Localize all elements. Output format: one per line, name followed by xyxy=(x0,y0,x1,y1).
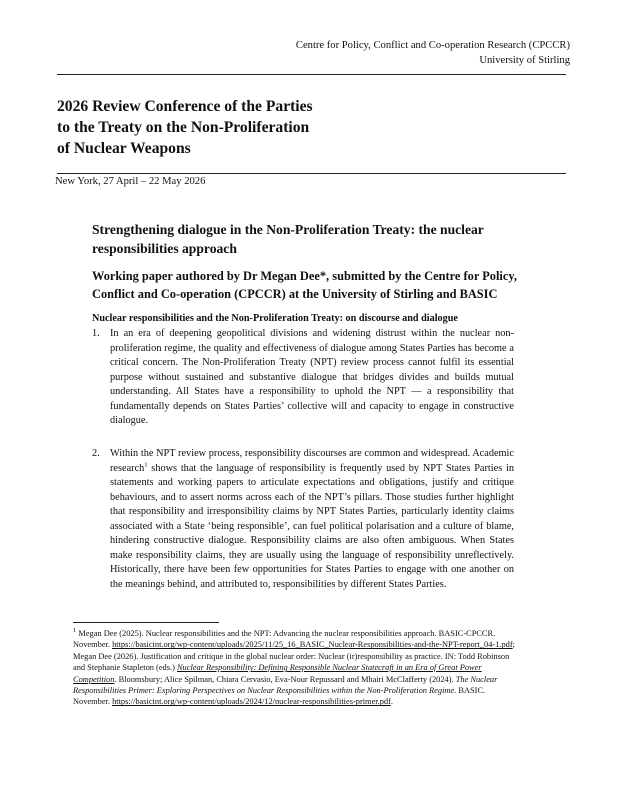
conference-title-line: to the Treaty on the Non-Proliferation xyxy=(57,119,310,136)
footnote-marker: 1 xyxy=(73,627,77,635)
footnote-rule xyxy=(73,622,219,623)
conference-title xyxy=(57,96,457,159)
paragraph-1 xyxy=(92,327,514,429)
header-org-line: Centre for Policy, Conflict and Co-operation Research (CPCCR) xyxy=(295,40,570,51)
primer-title: The Nuclear Responsibilities Primer: Exploring Perspectives on Nuclear Responsibilities within the Non-Proliferation Regime xyxy=(73,674,498,696)
footnote-text: . BASIC. November. xyxy=(73,686,486,707)
conference-title-line: of Nuclear Weapons xyxy=(57,140,191,157)
footnote-text: . xyxy=(390,697,393,707)
footnote-text: Megan Dee (2025). Nuclear responsibilities and the NPT: Advancing the nuclear responsibilities approach. BASIC-CPCCR. November. xyxy=(73,629,496,650)
dateline: New York, 27 April – 22 May 2026 xyxy=(55,176,206,187)
paragraph-text: In an era of deepening geopolitical divisions and widening distrust within the nuclear non-proliferation regime, the quality and effectiveness of dialogue among States Parties has become a critical concern. The Non-Proliferation Treaty (NPT) review process cannot fulfil its essential purpose without sustained and substantive dialogue that bridges divides and builds mutual understanding. All States have a responsibility to uphold the NPT — a responsibility that fundamentally depends on States Parties’ collective will and capacity to engage in constructive dialogue. xyxy=(110,328,514,426)
paragraph-number: 2. xyxy=(92,448,100,459)
footnote-text: . Bloomsbury; Alice Spilman, Chiara Cervasio, Eva-Nour Repussard and Mhairi McClafferty (2024). xyxy=(114,674,456,684)
paper-subtitle: Working paper authored by Dr Megan Dee*, submitted by the Centre for Policy, Conflict and Co-operation (CPCCR) at the University of Stirling and BASIC xyxy=(92,269,517,301)
title-rule xyxy=(57,173,566,174)
paper-title: Strengthening dialogue in the Non-Proliferation Treaty: the nuclear responsibilities approach xyxy=(92,222,484,256)
footnote-link[interactable]: https://basicint.org/wp-content/uploads/2024/12/nuclear-responsibilities-primer.pdf xyxy=(112,697,391,707)
header-rule xyxy=(57,74,566,75)
footnote-ref[interactable]: 1 xyxy=(144,461,148,469)
conference-title-line: 2026 Review Conference of the Parties xyxy=(57,98,313,115)
paragraph-number: 1. xyxy=(92,328,100,339)
section-heading: Nuclear responsibilities and the Non-Proliferation Treaty: on discourse and dialogue xyxy=(92,313,458,324)
header-university: University of Stirling xyxy=(479,55,570,66)
paragraph-text-part: shows that the language of responsibility is frequently used by NPT States Parties in statements and working papers to articulate expectations and obligations, justify and critique behaviours, and to assert norms across each of the NPT’s pillars. Those studies further highlight that responsibility and irresponsibility claims by NPT States Parties, particularly identity claims associated with a State ‘being responsible’, can fuel political polarisation and a culture of blame, hindering constructive dialogue. Responsibility claims are also often ambiguous. When States make responsibility claims, they are usually using the language of responsibility unreflectively. Historically, there have been few opportunities for States Parties to engage with one another on the meanings behind, and attributed to, responsibilities by different States Parties. xyxy=(110,462,514,590)
footnote-1 xyxy=(73,628,523,708)
book-title: Nuclear Responsibility: Defining Responsible Nuclear Statecraft in an Era of Great Power Competition xyxy=(73,663,482,684)
paragraph-text xyxy=(110,447,514,592)
paragraph-text-part: Within the NPT review process, responsibility discourses are common and widespread. Academic research xyxy=(110,448,514,474)
paragraph-2 xyxy=(92,447,514,592)
footnote-link[interactable]: https://basicint.org/wp-content/uploads/2025/11/25_16_BASIC_Nuclear-Responsibilities-and-the-NPT-report_04-1.pdf xyxy=(112,640,513,650)
footnote-text: ; Megan Dee (2026). Justification and critique in the global nuclear order: Nuclear (ir)responsibility as practice. IN: Todd Robinson and Stephanie Stapleton (eds.) xyxy=(73,640,515,673)
